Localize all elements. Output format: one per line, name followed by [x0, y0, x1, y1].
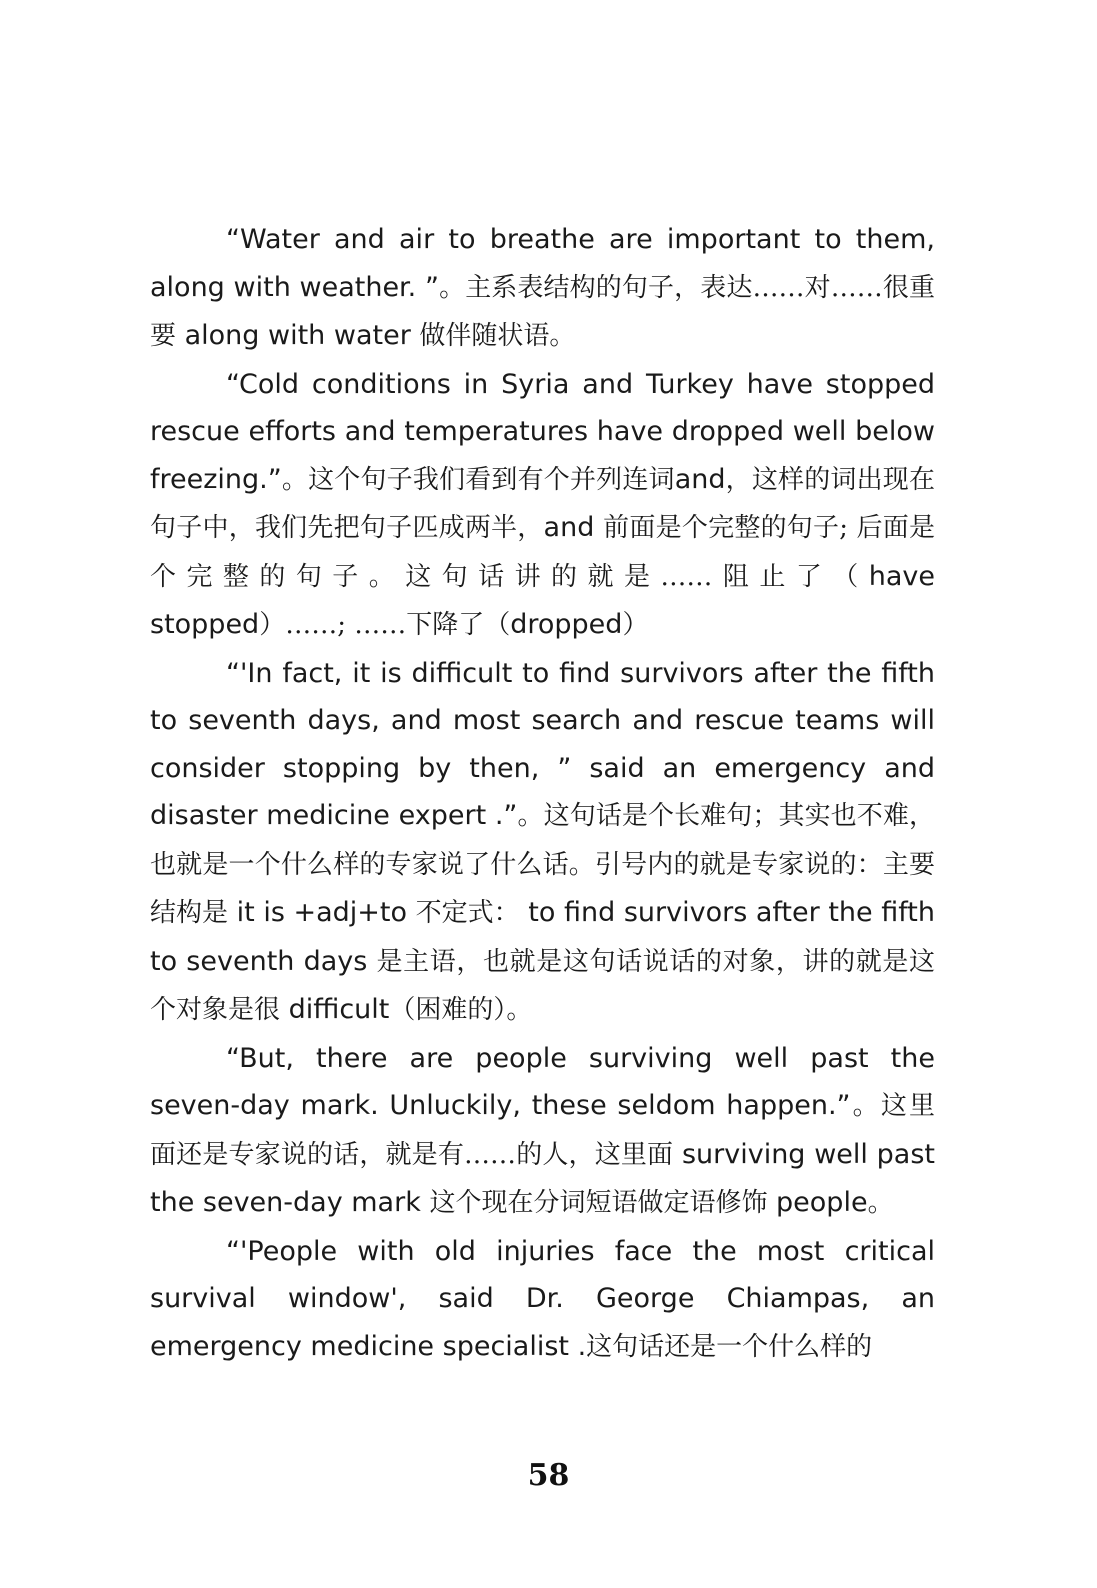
english-text: along with water — [176, 320, 420, 351]
chinese-text: ）……; ……下降了（ — [259, 610, 511, 640]
chinese-text: 这个现在分词短语做定语修饰 — [429, 1188, 768, 1218]
english-text: it is +adj+to — [228, 897, 416, 928]
english-text: dropped — [510, 609, 623, 640]
paragraph — [150, 650, 935, 1035]
page-number: 58 — [527, 1458, 570, 1493]
english-text: and — [674, 463, 726, 495]
body-text — [150, 216, 935, 1371]
english-text: have stopped — [150, 560, 935, 640]
chinese-text: 。这句话是个长难句；其实也不难，也就是一个什么样的专家说了什么话。引号内的就是专家说的：主要结构是 — [150, 801, 935, 928]
english-text: difficult — [280, 994, 390, 1025]
chinese-text: 这句话还是一个什么样的 — [586, 1331, 873, 1362]
english-text: “Cold conditions in Syria and Turkey have stopped rescue efforts and temperatures have dropped well below freezing.” — [150, 368, 935, 495]
english-text: “Water and air to breathe are important to them, along with weather. ” — [150, 224, 935, 303]
paragraph — [150, 216, 935, 361]
chinese-text: 做伴随状语。 — [419, 321, 576, 351]
english-text: “But, there are people surviving well past the seven-day mark. Unluckily, these seldom happen.” — [150, 1042, 935, 1121]
chinese-text: 不定式： — [415, 898, 520, 928]
english-text: surviving well past the seven-day mark — [150, 1138, 935, 1218]
english-text: “'People with old injuries face the most critical survival window', said Dr. George Chiampas, an emergency medicine specialist . — [150, 1235, 935, 1362]
chinese-text: 。主系表结构的句子，表达……对……很重要 — [150, 272, 935, 351]
chinese-text: （困难的）。 — [389, 995, 533, 1025]
chinese-text: 是主语，也就是这句话说话的对象，讲的就是这个对象是很 — [150, 946, 935, 1025]
chinese-text: ） — [622, 610, 649, 640]
chinese-text: 。 — [867, 1188, 894, 1218]
english-text: to find survivors after the fifth to seventh days — [150, 897, 935, 977]
paragraph — [150, 361, 935, 650]
paragraph — [150, 1035, 935, 1228]
paragraph — [150, 1228, 935, 1372]
chinese-text: ，这样的词出现在句子中，我们先把句子匹成两半， — [150, 464, 935, 543]
english-text: and — [543, 512, 604, 543]
english-text: people — [767, 1187, 868, 1218]
chinese-text: 前面是个完整的句子; 后面是个完整的句子。这句话讲的就是……阻止了（ — [150, 513, 935, 592]
chinese-text: 。这里面还是专家说的话，就是有……的人，这里面 — [150, 1091, 935, 1170]
english-text: “'In fact, it is difficult to find survivors after the fifth to seventh days, and most search and rescue teams will consider stopping by then, ” said an emergency and disaster medicine expert .” — [150, 657, 935, 831]
chinese-text: 。这个句子我们看到有个并列连词 — [281, 464, 675, 495]
